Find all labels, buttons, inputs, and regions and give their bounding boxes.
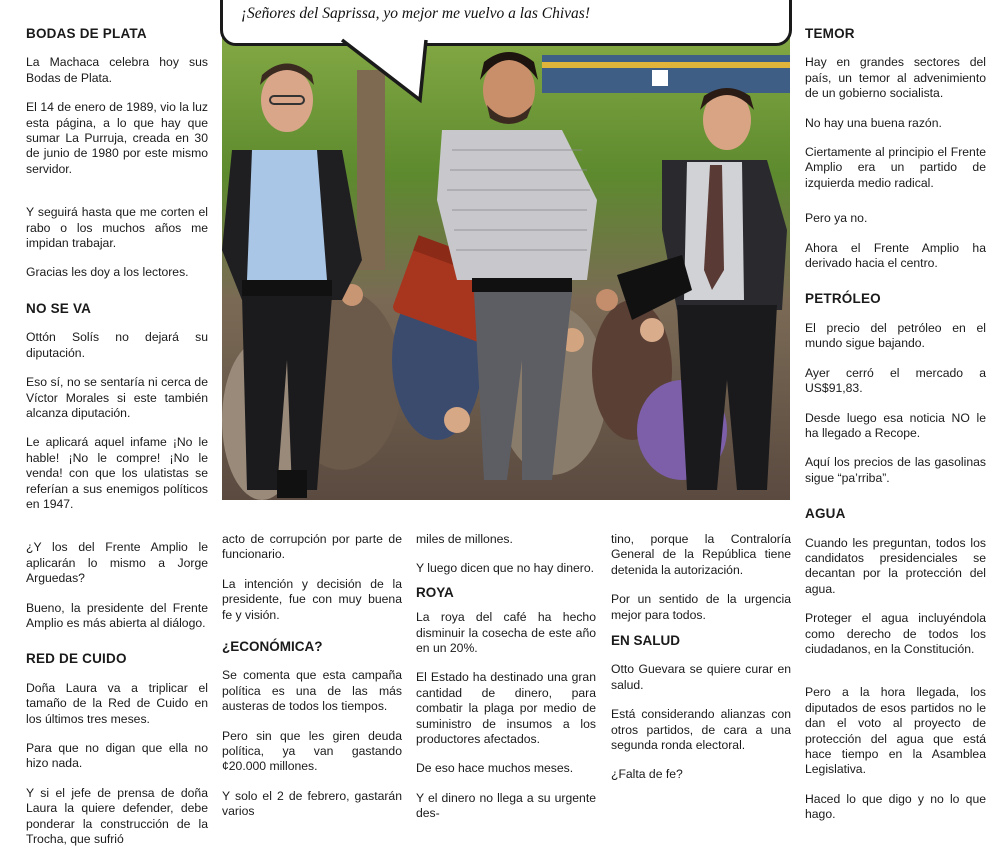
paragraph: Pero ya no.: [805, 211, 868, 226]
paragraph: tino, porque la Contraloría General de la República tiene detenida la autorización.: [611, 532, 791, 577]
middle-column-2: [416, 532, 596, 836]
paragraph: De eso hace muchos meses.: [416, 761, 574, 776]
paragraph: Haced lo que digo y no lo que hago.: [805, 791, 986, 822]
paragraph: Bueno, la presidente del Frente Amplio es más abierta al diálogo.: [26, 600, 208, 630]
paragraph: Cuando les preguntan, todos los candidatos presidenciales se decantan por la protección del agua.: [805, 535, 986, 596]
paragraph: Gracias les doy a los lectores.: [26, 265, 189, 280]
left-column: [26, 26, 208, 861]
paragraph: Doña Laura va a triplicar el tamaño de la Red de Cuido en los últimos tres meses.: [26, 680, 208, 726]
paragraph: Le aplicará aquel infame ¡No le hable! ¡No le compre! ¡No le venda! con que los ulatistas se referían a sus enemigos políticos en 1947.: [26, 435, 208, 511]
heading-agua: AGUA: [805, 506, 846, 522]
paragraph: No hay una buena razón.: [805, 115, 942, 130]
paragraph: miles de millones.: [416, 532, 513, 546]
paragraph: ¿Falta de fe?: [611, 767, 683, 782]
paragraph: La roya del café ha hecho disminuir la cosecha de este año en un 20%.: [416, 610, 596, 656]
speech-bubble-text: ¡Señores del Saprissa, yo mejor me vuelvo a las Chivas!: [241, 5, 590, 22]
heading-en-salud: EN SALUD: [611, 633, 681, 649]
paragraph: Y luego dicen que no hay dinero.: [416, 561, 594, 576]
paragraph: Proteger el agua incluyéndola como derecho de todos los ciudadanos, en la Constitución.: [805, 611, 986, 656]
paragraph: Está considerando alianzas con otros partidos, de cara a una segunda ronda electoral.: [611, 707, 791, 753]
paragraph: Por un sentido de la urgencia mejor para todos.: [611, 592, 791, 622]
heading-temor: TEMOR: [805, 26, 855, 41]
heading-red-de-cuido: RED DE CUIDO: [26, 651, 127, 667]
paragraph: El Estado ha destinado una gran cantidad de dinero, para combatir la plaga por medio de suministro de insumos a los productores afectados.: [416, 670, 596, 747]
paragraph: Aquí los precios de las gasolinas sigue “pa’rriba”.: [805, 455, 986, 485]
paragraph: Ottón Solís no dejará su diputación.: [26, 330, 208, 360]
paragraph: ¿Y los del Frente Amplio le aplicarán lo mismo a Jorge Arguedas?: [26, 540, 208, 586]
paragraph: Pero a la hora llegada, los diputados de esos partidos no le dan el voto al proyecto de protección del agua que está hace tiempo en la Asamblea Legislativa.: [805, 685, 986, 777]
paragraph: Ahora el Frente Amplio ha derivado hacia el centro.: [805, 240, 986, 271]
paragraph: Otto Guevara se quiere curar en salud.: [611, 662, 791, 692]
right-column: [805, 26, 986, 837]
heading-bodas-de-plata: BODAS DE PLATA: [26, 26, 147, 41]
heading-economica: ¿ECONÓMICA?: [222, 639, 323, 655]
paragraph: Pero sin que les giren deuda política, ya van gastando ¢20.000 millones.: [222, 728, 402, 774]
speech-bubble-tail: [340, 30, 430, 110]
heading-roya: ROYA: [416, 584, 454, 600]
paragraph: Eso sí, no se sentaría ni cerca de Víctor Morales si este también alcanza diputación.: [26, 375, 208, 420]
paragraph: acto de corrupción por parte de funcionario.: [222, 532, 402, 562]
paragraph: Desde luego esa noticia NO le ha llegado a Recope.: [805, 410, 986, 440]
paragraph: Y si el jefe de prensa de doña Laura la quiere defender, debe ponderar la construcción de la Trocha, que sufrió: [26, 785, 208, 847]
paragraph: Y solo el 2 de febrero, gastarán varios: [222, 788, 402, 819]
paragraph: Hay en grandes sectores del país, un temor al advenimiento de un gobierno socialista.: [805, 55, 986, 101]
paragraph: El 14 de enero de 1989, vio la luz esta página, a lo que hay que sumar La Purruja, creada en 30 de junio de 1980 por este mismo servidor.: [26, 100, 208, 176]
heading-petroleo: PETRÓLEO: [805, 291, 881, 307]
middle-column-1: [222, 532, 402, 834]
speech-bubble: [220, 0, 792, 46]
heading-no-se-va: NO SE VA: [26, 300, 92, 316]
paragraph: Se comenta que esta campaña política es una de las más austeras de todos los tiempos.: [222, 668, 402, 714]
paragraph: Y el dinero no llega a su urgente des-: [416, 790, 596, 821]
paragraph: Ayer cerró el mercado a US$91,83.: [805, 365, 986, 396]
paragraph: La intención y decisión de la presidente, fue con muy buena fe y visión.: [222, 576, 402, 622]
paragraph: Para que no digan que ella no hizo nada.: [26, 741, 208, 771]
paragraph: La Machaca celebra hoy sus Bodas de Plata.: [26, 55, 208, 85]
paragraph: El precio del petróleo en el mundo sigue bajando.: [805, 320, 986, 351]
photo-three-men-running: [222, 0, 790, 500]
paragraph: Y seguirá hasta que me corten el rabo o los muchos años me impidan trabajar.: [26, 205, 208, 251]
paragraph: Ciertamente al principio el Frente Amplio era un partido de izquierda medio radical.: [805, 145, 986, 190]
middle-column-3: [611, 532, 791, 797]
